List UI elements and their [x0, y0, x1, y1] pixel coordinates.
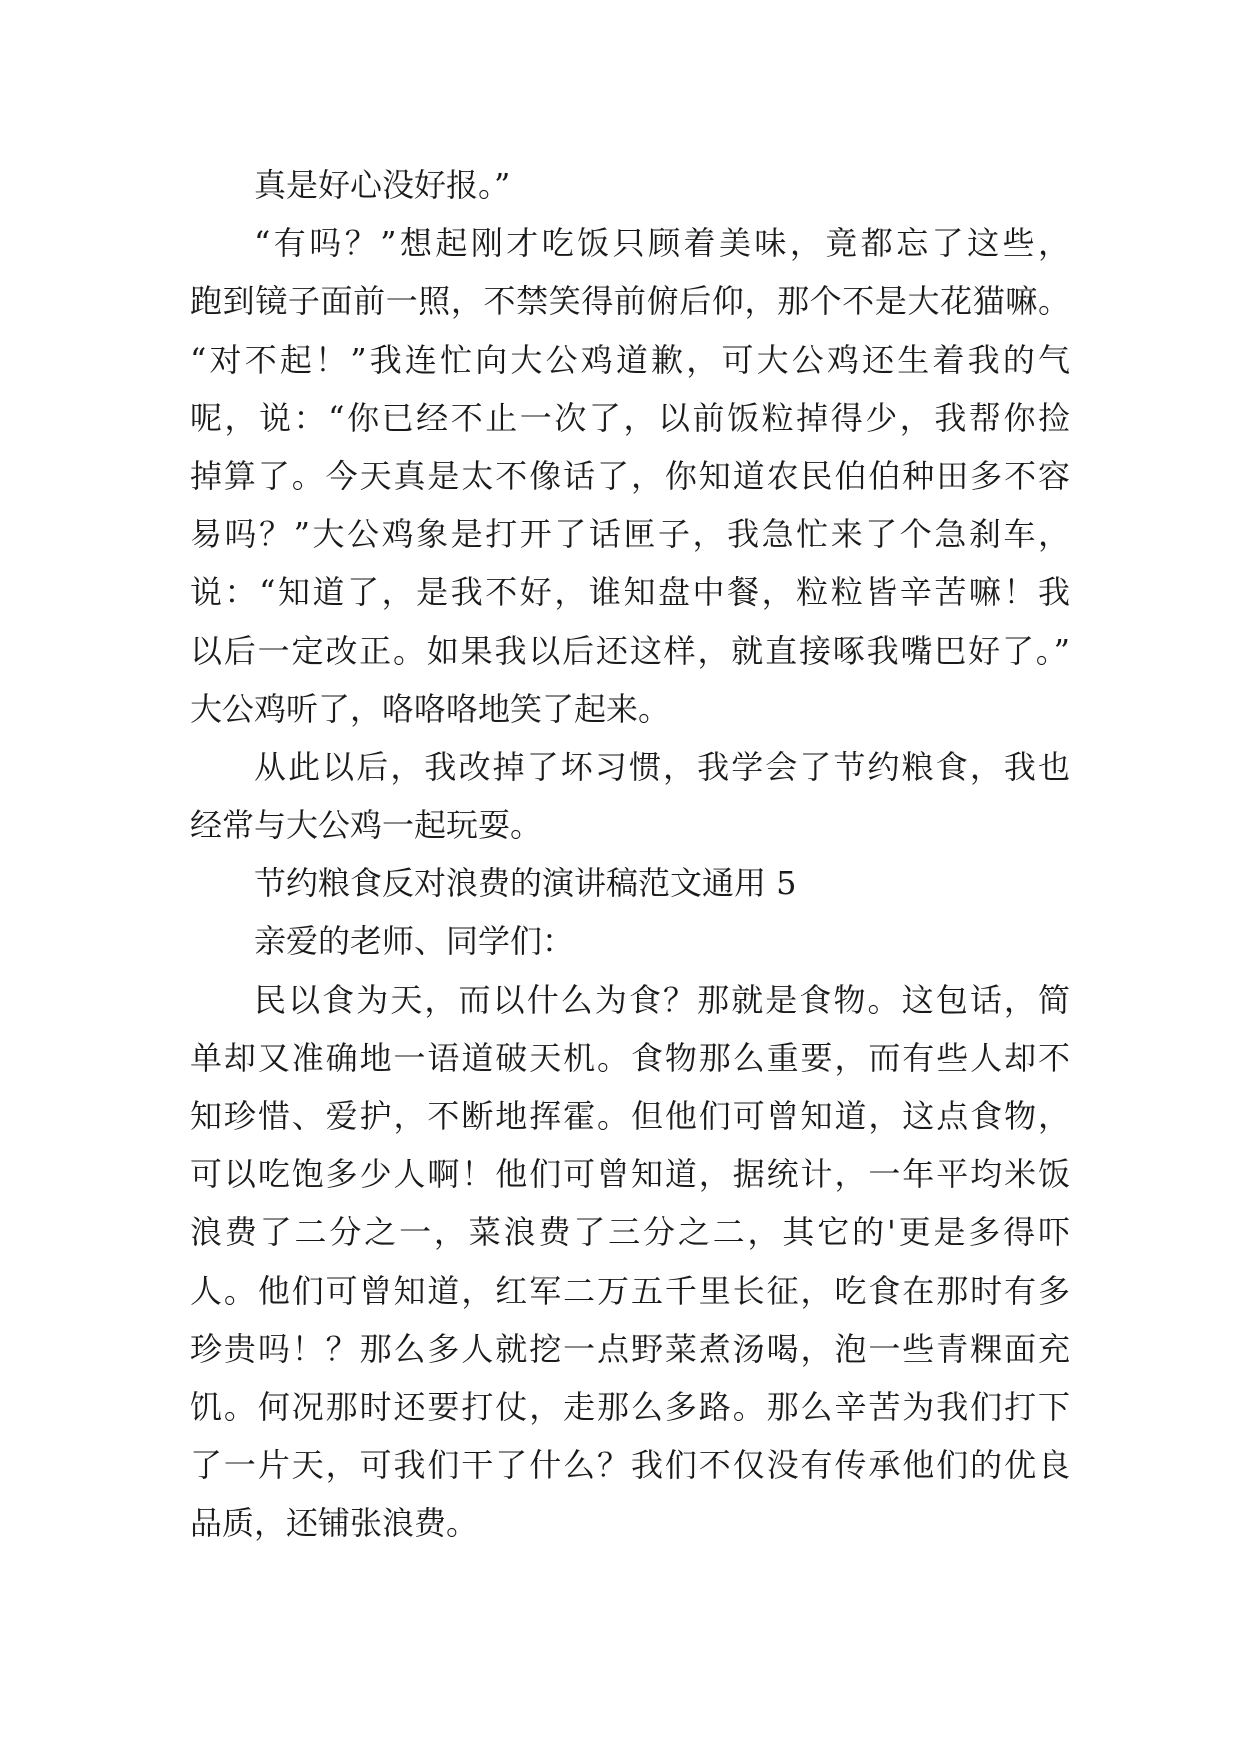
text-line: 大公鸡听了，咯咯咯地笑了起来。 [190, 689, 671, 728]
text-line: 单却又准确地一语道破天机。食物那么重要，而有些人却不 [190, 1038, 1070, 1077]
text-line: 易吗？”大公鸡象是打开了话匣子，我急忙来了个急刹车， [190, 515, 1070, 554]
text-line: 从此以后，我改掉了坏习惯，我学会了节约粮食，我也 [254, 747, 1070, 786]
text-line: 经常与大公鸡一起玩耍。 [190, 806, 543, 845]
text-line: 跑到镜子面前一照，不禁笑得前俯后仰，那个不是大花猫嘛。 [190, 282, 1070, 321]
text-line: 了一片天，可我们干了什么？我们不仅没有传承他们的优良 [190, 1446, 1070, 1485]
text-line: 以后一定改正。如果我以后还这样，就直接啄我嘴巴好了。” [190, 631, 1070, 670]
text-line: 可以吃饱多少人啊！他们可曾知道，据统计，一年平均米饭 [190, 1155, 1070, 1194]
text-line: 品质，还铺张浪费。 [190, 1504, 479, 1543]
text-line: 珍贵吗！？那么多人就挖一点野菜煮汤喝，泡一些青粿面充 [190, 1329, 1070, 1368]
text-line: 掉算了。今天真是太不像话了，你知道农民伯伯种田多不容 [190, 456, 1070, 495]
text-line: 人。他们可曾知道，红军二万五千里长征，吃食在那时有多 [190, 1271, 1070, 1310]
text-line: 真是好心没好报。” [254, 166, 511, 204]
text-line: 说：“知道了，是我不好，谁知盘中餐，粒粒皆辛苦嘛！我 [190, 573, 1070, 612]
salutation: 亲爱的老师、同学们： [254, 922, 575, 961]
text-line: 民以食为天，而以什么为食？那就是食物。这包话，简 [254, 980, 1070, 1019]
body-text [190, 156, 1070, 1553]
text-line: “对不起！”我连忙向大公鸡道歉，可大公鸡还生着我的气 [190, 340, 1070, 379]
section-heading: 节约粮食反对浪费的演讲稿范文通用 5 [254, 864, 797, 903]
text-line: “有吗？”想起刚才吃饭只顾着美味，竟都忘了这些， [254, 224, 1070, 263]
text-line: 浪费了二分之一，菜浪费了三分之二，其它的'更是多得吓 [190, 1213, 1070, 1252]
text-line: 呢，说：“你已经不止一次了，以前饭粒掉得少，我帮你捡 [190, 398, 1070, 437]
text-line: 知珍惜、爱护，不断地挥霍。但他们可曾知道，这点食物， [190, 1097, 1070, 1135]
text-line: 饥。何况那时还要打仗，走那么多路。那么辛苦为我们打下 [190, 1387, 1070, 1426]
